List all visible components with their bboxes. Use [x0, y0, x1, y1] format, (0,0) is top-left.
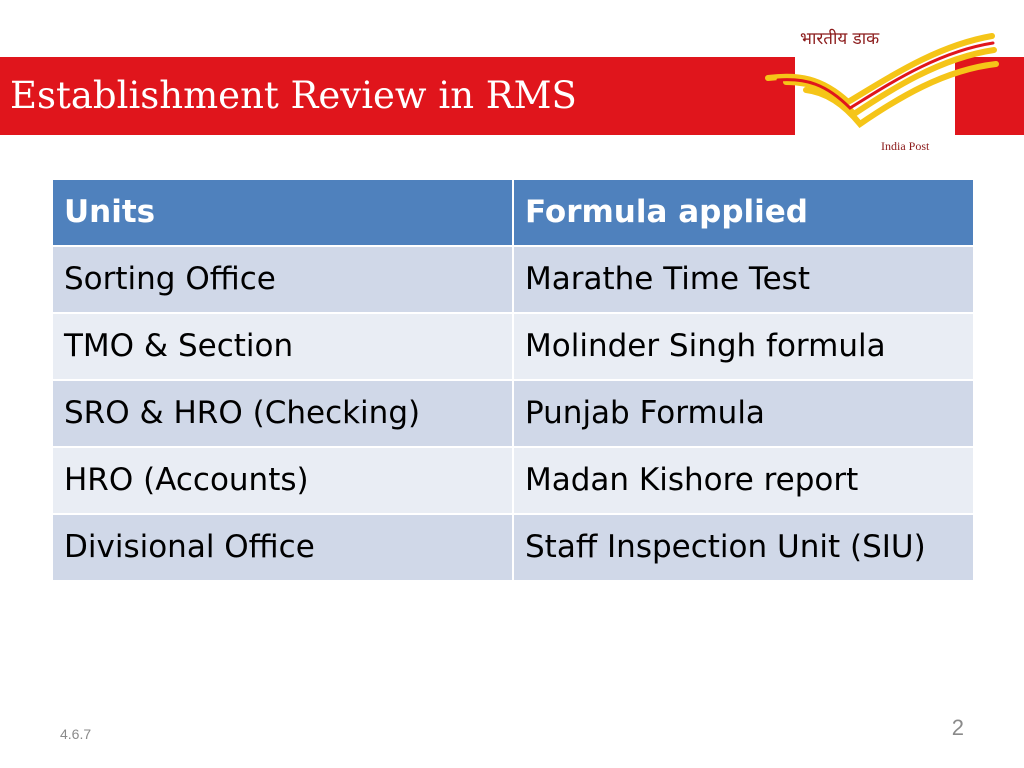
table-row	[52, 313, 974, 380]
table-row	[52, 380, 974, 447]
unit-cell: SRO & HRO (Checking)	[52, 380, 513, 447]
unit-cell: HRO (Accounts)	[52, 447, 513, 514]
table-row	[52, 514, 974, 581]
table-row	[52, 246, 974, 313]
formula-cell: Molinder Singh formula	[513, 313, 974, 380]
formula-cell: Punjab Formula	[513, 380, 974, 447]
table-row	[52, 447, 974, 514]
logo-english-text: India Post	[881, 139, 930, 153]
unit-cell: TMO & Section	[52, 313, 513, 380]
unit-cell: Divisional Office	[52, 514, 513, 581]
formula-cell: Marathe Time Test	[513, 246, 974, 313]
column-header-units: Units	[52, 179, 513, 246]
formula-cell: Madan Kishore report	[513, 447, 974, 514]
page-number: 2	[951, 715, 964, 740]
column-header-formula: Formula applied	[513, 179, 974, 246]
unit-cell: Sorting Office	[52, 246, 513, 313]
logo-hindi-text: भारतीय डाक	[800, 29, 880, 49]
footer-section-code: 4.6.7	[60, 726, 92, 742]
slide-title: Establishment Review in RMS	[10, 74, 577, 117]
table-header-row	[52, 179, 974, 246]
formula-cell: Staff Inspection Unit (SIU)	[513, 514, 974, 581]
formula-table	[51, 178, 975, 582]
